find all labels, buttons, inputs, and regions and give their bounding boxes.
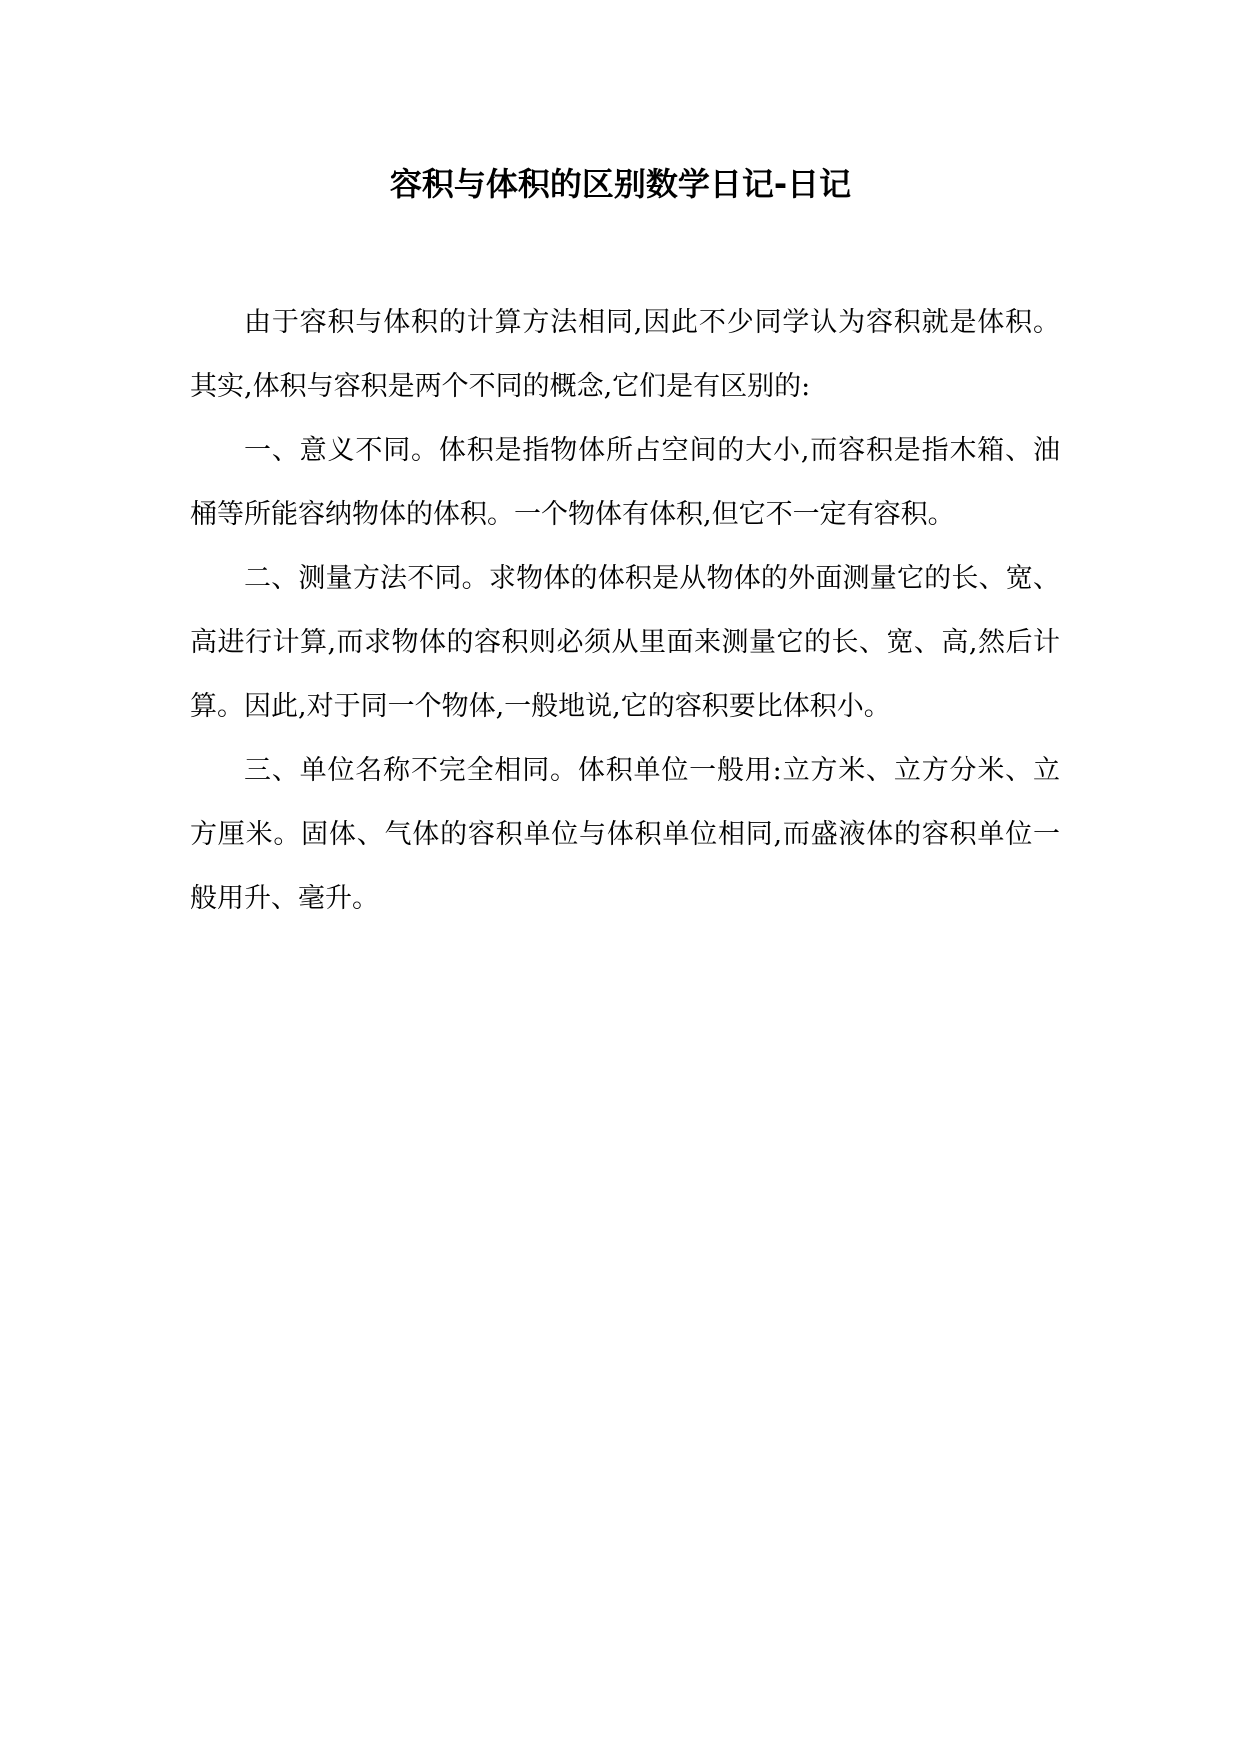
document-body: [190, 291, 1060, 931]
document-title: 容积与体积的区别数学日记-日记: [389, 165, 852, 203]
paragraph-units: 三、单位名称不完全相同。体积单位一般用:立方米、立方分米、立方厘米。固体、气体的容积单位与体积单位相同,而盛液体的容积单位一般用升、毫升。: [190, 755, 1060, 914]
paragraph-meaning: 一、意义不同。体积是指物体所占空间的大小,而容积是指木箱、油桶等所能容纳物体的体积。一个物体有体积,但它不一定有容积。: [190, 435, 1060, 530]
paragraph-intro: 由于容积与体积的计算方法相同,因此不少同学认为容积就是体积。其实,体积与容积是两个不同的概念,它们是有区别的:: [190, 307, 1060, 402]
paragraph-measurement: 二、测量方法不同。求物体的体积是从物体的外面测量它的长、宽、高进行计算,而求物体的容积则必须从里面来测量它的长、宽、高,然后计算。因此,对于同一个物体,一般地说,它的容积要比体积小。: [190, 563, 1060, 722]
